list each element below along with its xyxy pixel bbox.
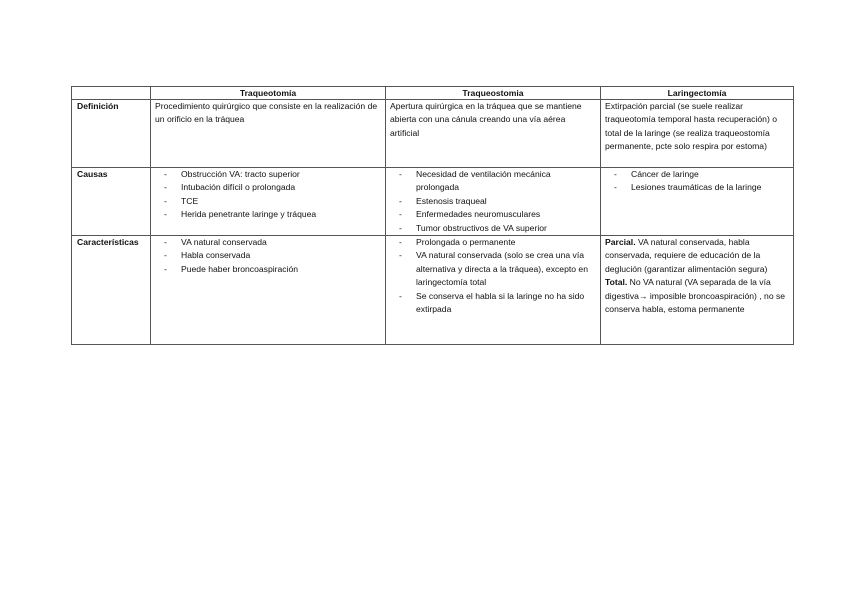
parcial-text: VA natural conservada, habla conservada, requiere de educación de la deglución (garantizar alimentación segura)	[605, 237, 768, 274]
list-item: - Prolongada o permanente	[390, 236, 596, 249]
row-label-causas: Causas	[72, 168, 151, 236]
total-label: Total.	[605, 277, 628, 288]
list-item: - Tumor obstructivos de VA superior	[390, 222, 596, 235]
comparison-table	[71, 86, 794, 345]
cell-definicion-laringectomia: Extirpación parcial (se suele realizar traqueotomía temporal hasta recuperación) o total de la laringe (se realiza traqueostomía permanente, pcte solo respira por estoma)	[601, 100, 794, 168]
list-item: - Cáncer de laringe	[605, 168, 789, 181]
total-text: No VA natural (VA separada de la vía digestiva→ imposible broncoaspiración) , no se conserva habla, estoma permanente	[605, 277, 786, 315]
caracteristicas-traqueostomia-list	[390, 236, 596, 316]
list-item: - Herida penetrante laringe y tráquea	[155, 208, 381, 221]
causas-traqueotomia-list	[155, 168, 381, 222]
list-item: - Puede haber broncoaspiración	[155, 263, 381, 276]
parcial-label: Parcial.	[605, 237, 636, 248]
list-item: - TCE	[155, 195, 381, 208]
list-item: - Obstrucción VA: tracto superior	[155, 168, 381, 181]
total-paragraph	[605, 276, 789, 316]
list-item: - Necesidad de ventilación mecánica prolongada	[390, 168, 596, 195]
list-item: - VA natural conservada	[155, 236, 381, 249]
cell-caracteristicas-traqueotomia	[151, 236, 386, 345]
cell-definicion-traqueostomia: Apertura quirúrgica en la tráquea que se mantiene abierta con una cánula creando una vía aérea artificial	[386, 100, 601, 168]
list-item: - Se conserva el habla si la laringe no ha sido extirpada	[390, 290, 596, 317]
header-laringectomia: Laringectomía	[601, 87, 794, 100]
cell-causas-traqueostomia	[386, 168, 601, 236]
row-label-definicion: Definición	[72, 100, 151, 168]
header-traqueostomia: Traqueostomia	[386, 87, 601, 100]
causas-laringectomia-list	[605, 168, 789, 195]
row-caracteristicas	[72, 236, 794, 345]
cell-definicion-traqueotomia: Procedimiento quirúrgico que consiste en la realización de un orificio en la tráquea	[151, 100, 386, 168]
list-item: - Estenosis traqueal	[390, 195, 596, 208]
cell-causas-traqueotomia	[151, 168, 386, 236]
causas-traqueostomia-list	[390, 168, 596, 235]
row-label-caracteristicas: Características	[72, 236, 151, 345]
header-empty	[72, 87, 151, 100]
cell-causas-laringectomia	[601, 168, 794, 236]
parcial-paragraph	[605, 236, 789, 276]
list-item: - VA natural conservada (solo se crea una vía alternativa y directa a la tráquea), excepto en laringectomía total	[390, 249, 596, 289]
cell-caracteristicas-traqueostomia	[386, 236, 601, 345]
header-traqueotomia: Traqueotomía	[151, 87, 386, 100]
list-item: - Intubación difícil o prolongada	[155, 181, 381, 194]
header-row	[72, 87, 794, 100]
list-item: - Enfermedades neuromusculares	[390, 208, 596, 221]
row-causas	[72, 168, 794, 236]
cell-caracteristicas-laringectomia	[601, 236, 794, 345]
list-item: - Habla conservada	[155, 249, 381, 262]
list-item: - Lesiones traumáticas de la laringe	[605, 181, 789, 194]
caracteristicas-traqueotomia-list	[155, 236, 381, 276]
row-definicion	[72, 100, 794, 168]
